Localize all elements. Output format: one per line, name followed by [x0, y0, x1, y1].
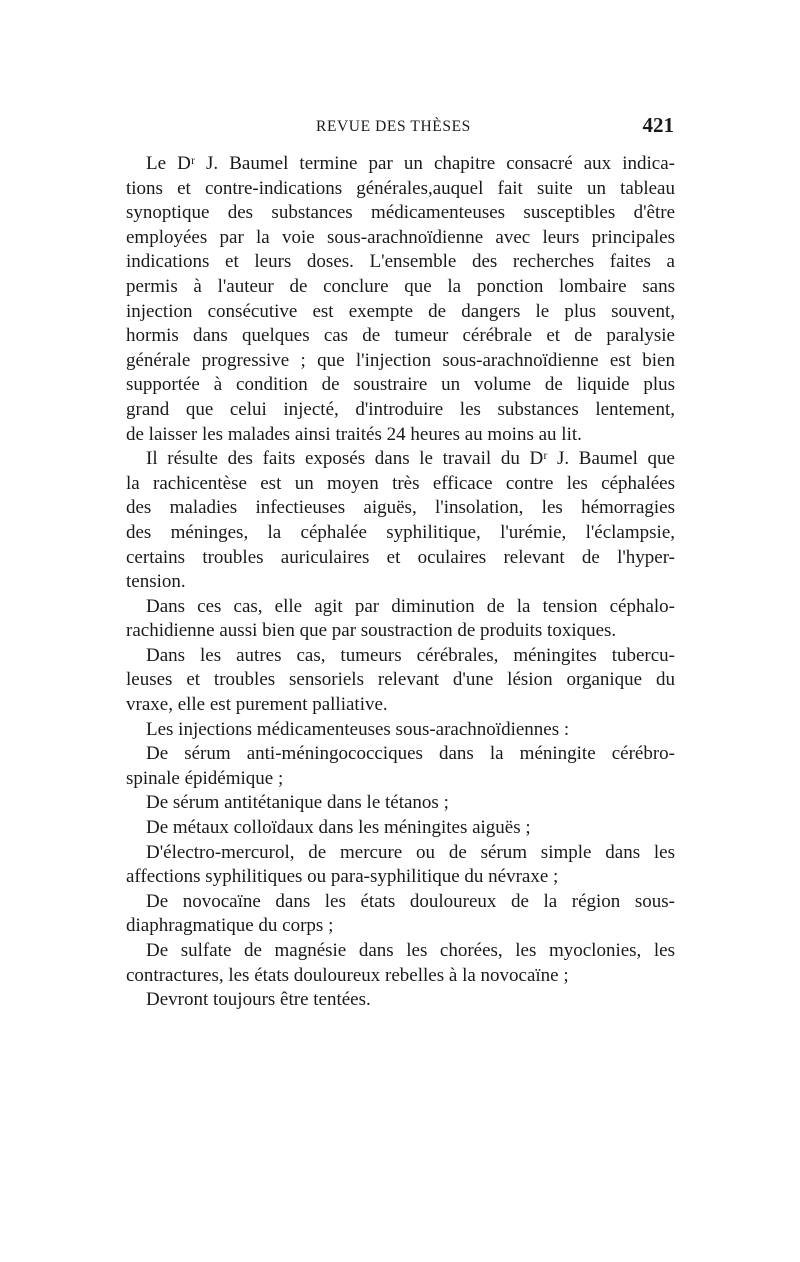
text-line: Dans ces cas, elle agit par diminution de la tension céphalo- [146, 595, 675, 617]
text-line: employées par la voie sous-arachnoïdienne avec leurs principales [126, 226, 675, 248]
text-line: De sulfate de magnésie dans les chorées, les myoclonies, les [146, 940, 675, 961]
text-line: générale progressive ; que l'injection sous-arachnoïdienne est bien [126, 349, 675, 371]
text-line: de laisser les malades ainsi traités 24 heures au moins au lit. [126, 423, 582, 445]
text-line: grand que celui injecté, d'introduire les substances lentement, [126, 398, 675, 420]
text-line: la rachicentèse est un moyen très efficace contre les céphalées [126, 472, 675, 494]
text-line: spinale épidémique ; [126, 767, 284, 789]
text-line: des méninges, la céphalée syphilitique, l'urémie, l'éclampsie, [126, 521, 675, 543]
text-line: tions et contre-indications générales,auquel fait suite un tableau [126, 177, 675, 199]
body-text [126, 152, 675, 1013]
text-line: diaphragmatique du corps ; [126, 915, 334, 937]
text-line: des maladies infectieuses aiguës, l'insolation, les hémorragies [126, 497, 675, 519]
text-line: Dans les autres cas, tumeurs cérébrales, méningites tubercu- [146, 644, 675, 666]
text-line: contractures, les états douloureux rebelles à la novocaïne ; [126, 964, 569, 986]
running-title: REVUE DES THÈSES [316, 118, 471, 135]
text-line: tension. [126, 571, 186, 593]
text-line: Le Dʳ J. Baumel termine par un chapitre consacré aux indica- [146, 153, 675, 174]
text-line: leuses et troubles sensoriels relevant d'une lésion organique du [126, 669, 675, 691]
text-line: De novocaïne dans les états douloureux de la région sous- [146, 890, 675, 912]
text-line: Devront toujours être tentées. [146, 989, 371, 1011]
text-line: injection consécutive est exempte de dangers le plus souvent, [126, 300, 675, 322]
text-line: vraxe, elle est purement palliative. [126, 694, 388, 716]
text-line: synoptique des substances médicamenteuses susceptibles d'être [126, 202, 675, 224]
text-line: supportée à condition de soustraire un volume de liquide plus [126, 374, 675, 396]
text-line: Il résulte des faits exposés dans le travail du Dʳ J. Baumel que [146, 448, 675, 470]
text-line: certains troubles auriculaires et oculaires relevant de l'hyper- [126, 546, 675, 568]
text-line: affections syphilitiques ou para-syphilitique du névraxe ; [126, 866, 559, 888]
text-line: De sérum anti-méningococciques dans la méningite cérébro- [146, 743, 675, 765]
text-line: De sérum antitétanique dans le tétanos ; [146, 792, 449, 814]
running-head [126, 112, 674, 138]
text-line: rachidienne aussi bien que par soustraction de produits toxiques. [126, 620, 617, 642]
text-line: hormis dans quelques cas de tumeur cérébrale et de paralysie [126, 325, 675, 347]
text-line: D'électro-mercurol, de mercure ou de sérum simple dans les [146, 841, 675, 863]
text-line: Les injections médicamenteuses sous-arachnoïdiennes : [146, 718, 570, 740]
text-line: permis à l'auteur de conclure que la ponction lombaire sans [126, 275, 675, 297]
text-line: indications et leurs doses. L'ensemble des recherches faites a [126, 251, 675, 273]
page-number: 421 [642, 113, 674, 137]
text-line: De métaux colloïdaux dans les méningites aiguës ; [146, 817, 531, 839]
